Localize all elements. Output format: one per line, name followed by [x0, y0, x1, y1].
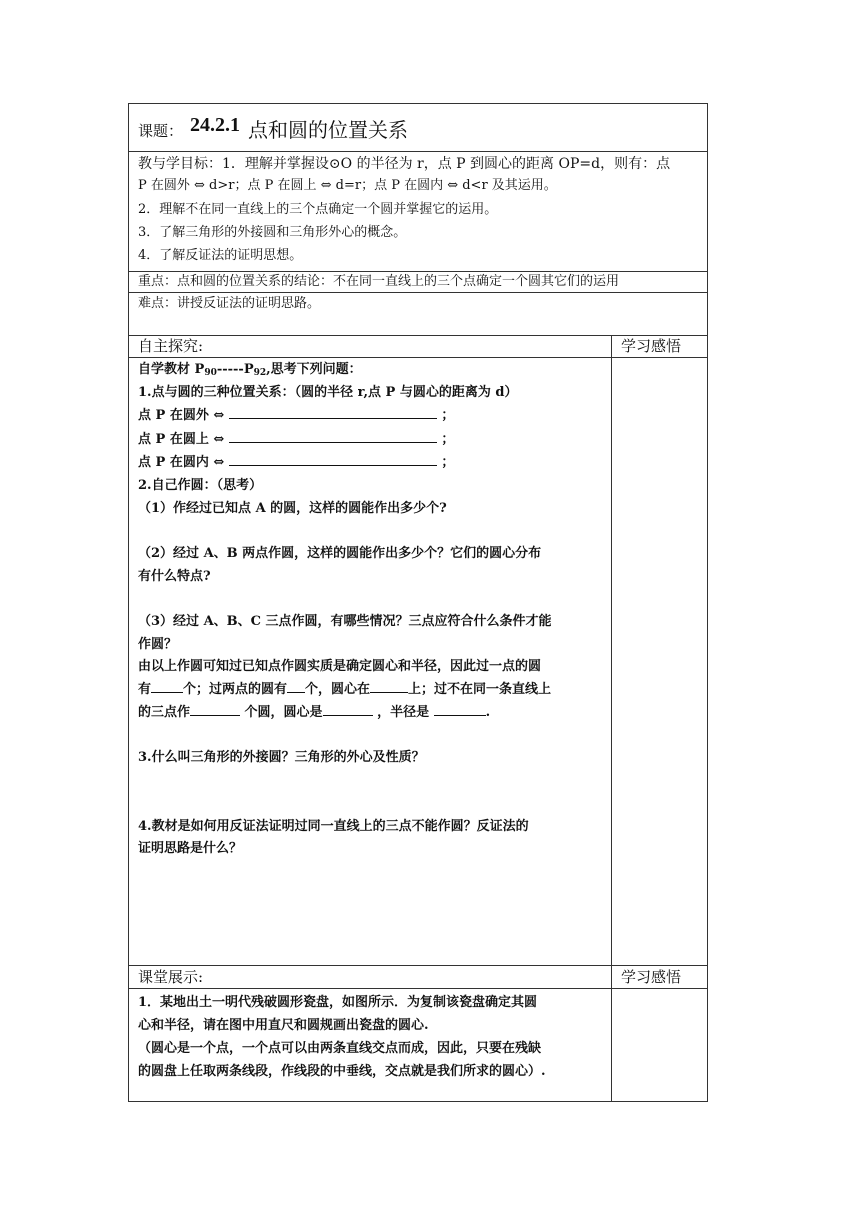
objective-line-3: 2．理解不在同一直线上的三个点确定一个圆并掌握它的运用。 [138, 202, 498, 217]
conc2-blank-2[interactable] [287, 680, 305, 693]
explore-reflection-header: 学习感悟 [621, 337, 682, 355]
conc3-blank-2[interactable] [323, 703, 373, 716]
difficulty-row [129, 293, 707, 336]
explore-header-row [129, 336, 707, 358]
question-2-2-line-1: （2）经过 A、B 两点作圆，这样的圆能作出多少个？它们的圆心分布 [138, 546, 542, 561]
question-4-line-2: 证明思路是什么？ [138, 841, 243, 856]
q1-on-label: 点 P 在圆上 ⇔ [138, 432, 225, 447]
display-header-row [129, 966, 707, 989]
display-hint-line-1: （圆心是一个点，一个点可以由两条直线交点而成，因此，只要在残缺 [138, 1041, 542, 1056]
q1-on-blank[interactable] [229, 430, 437, 443]
objective-line-5: 4．了解反证法的证明思想。 [138, 248, 303, 263]
intro-text-c: ,思考下列问题： [266, 362, 362, 377]
question-1: 1.点与圆的三种位置关系：（圆的半径 r,点 P 与圆心的距离为 d） [138, 385, 518, 400]
conc3-text-a: 的三点作 [138, 705, 191, 720]
question-3: 3.什么叫三角形的外接圆？三角形的外心及性质？ [138, 750, 425, 765]
conclusion-line-3 [138, 703, 490, 723]
display-problem-line-1: 1．某地出土一明代残破圆形瓷盘，如图所示．为复制该瓷盘确定其圆 [138, 995, 538, 1010]
q1-inside-semicolon: ； [441, 455, 455, 470]
conc3-text-b: 个圆，圆心是 [240, 705, 323, 720]
explore-content-row [129, 358, 707, 966]
conc2-blank-1[interactable] [151, 680, 183, 693]
question-2-2-line-2: 有什么特点? [138, 569, 211, 584]
title-row [129, 104, 707, 152]
q1-inside-blank[interactable] [229, 453, 437, 466]
objective-line-4: 3．了解三角形的外接圆和三角形外心的概念。 [138, 225, 407, 240]
conc2-text-a: 有 [138, 682, 152, 697]
q1-on-line [138, 430, 454, 450]
q1-outside-blank[interactable] [229, 406, 437, 419]
conc3-blank-3[interactable] [434, 703, 486, 716]
key-point-row [129, 272, 707, 293]
question-2-1: （1）作经过已知点 A 的圆，这样的圆能作出多少个? [138, 501, 447, 516]
display-reflection-header: 学习感悟 [621, 968, 682, 986]
conc3-text-d: . [485, 705, 491, 720]
objective-line-1: 教与学目标：1．理解并掌握设⊙O 的半径为 r，点 P 到圆心的距离 OP=d，则有：点 [138, 156, 671, 172]
q1-inside-line [138, 453, 454, 473]
display-hint-line-2: 的圆盘上任取两条线段，作线段的中垂线，交点就是我们所求的圆心）. [138, 1064, 546, 1079]
reflection-column-divider [611, 336, 612, 1102]
conc2-blank-3[interactable] [370, 680, 408, 693]
lesson-number: 24.2.1 [190, 114, 240, 136]
intro-text-a: 自学教材 P [138, 362, 205, 377]
conc2-text-d: 上；过不在同一条直线上 [408, 682, 552, 697]
q1-outside-semicolon: ； [441, 408, 455, 423]
intro-page-start: 90 [204, 368, 217, 378]
intro-text-b: -----P [216, 362, 254, 377]
intro-page-end: 92 [253, 368, 267, 378]
conc3-text-c: ，半径是 [372, 705, 434, 720]
question-2-3-line-1: （3）经过 A、B、C 三点作圆，有哪些情况？三点应符合什么条件才能 [138, 614, 552, 629]
display-problem-line-2: 心和半径，请在图中用直尺和圆规画出瓷盘的圆心. [138, 1018, 429, 1033]
conc2-text-b: 个；过两点的圆有 [183, 682, 288, 697]
objective-line-2: P 在圆外 ⇔ d>r；点 P 在圆上 ⇔ d=r；点 P 在圆内 ⇔ d<r 及其运用。 [138, 178, 557, 193]
objectives-row [129, 152, 707, 272]
conc2-text-c: 个，圆心在 [305, 682, 371, 697]
lesson-plan-table [128, 103, 708, 1102]
display-content-row [129, 989, 707, 1103]
question-4-line-1: 4.教材是如何用反证法证明过同一直线上的三点不能作圆？反证法的 [138, 819, 529, 834]
difficulty-text: 难点：讲授反证法的证明思路。 [138, 296, 321, 311]
q1-on-semicolon: ； [441, 432, 455, 447]
q1-outside-label: 点 P 在圆外 ⇔ [138, 408, 225, 423]
question-2-3-line-2: 作圆？ [138, 637, 178, 652]
conclusion-line-2 [138, 680, 551, 700]
question-2: 2.自己作圆：（思考） [138, 478, 263, 493]
q1-inside-label: 点 P 在圆内 ⇔ [138, 455, 225, 470]
q1-outside-line [138, 406, 454, 426]
lesson-title: 点和圆的位置关系 [248, 118, 408, 142]
title-label: 课题： [138, 122, 184, 140]
conclusion-line-1: 由以上作圆可知过已知点作圆实质是确定圆心和半径，因此过一点的圆 [138, 659, 542, 674]
explore-intro [138, 360, 362, 383]
conc3-blank-1[interactable] [190, 703, 240, 716]
display-header: 课堂展示: [138, 968, 204, 986]
explore-header: 自主探究: [138, 337, 204, 355]
key-point-text: 重点：点和圆的位置关系的结论：不在同一直线上的三个点确定一个圆其它们的运用 [138, 274, 620, 289]
